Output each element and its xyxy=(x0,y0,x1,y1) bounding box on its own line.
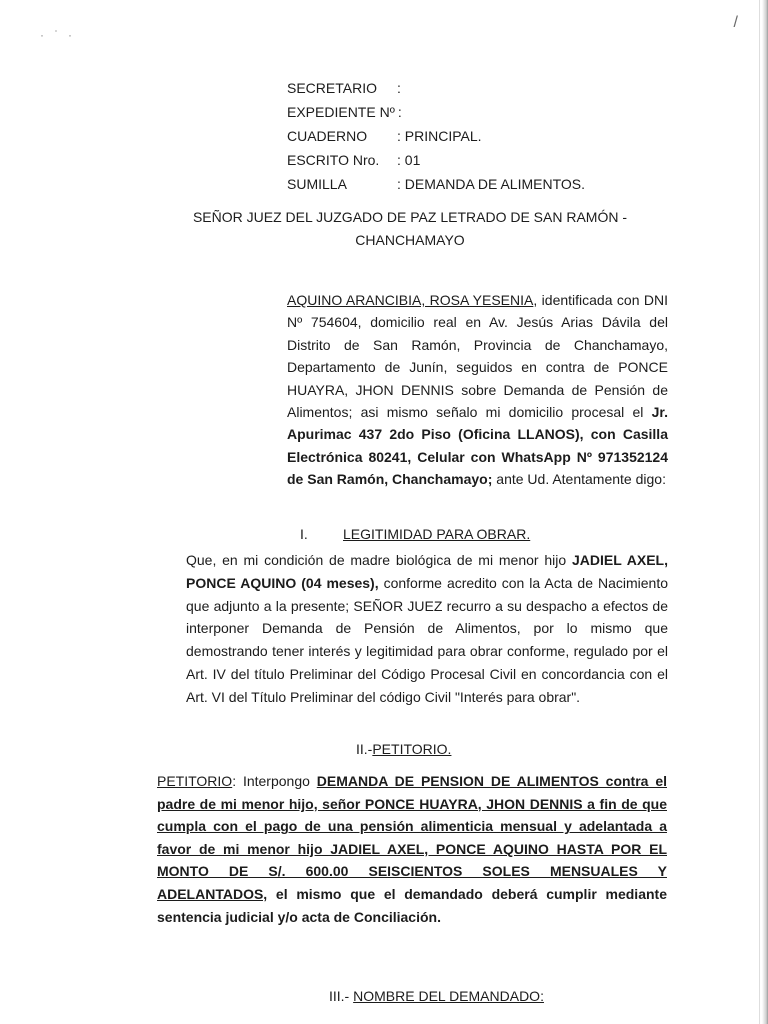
section-1-number: I. xyxy=(300,526,308,542)
header-value: : xyxy=(397,80,401,96)
header-row-secretario xyxy=(287,76,585,100)
petitorio-paragraph xyxy=(157,770,667,928)
petitorio-text-1: : Interpongo xyxy=(232,773,317,789)
page-edge-line xyxy=(759,0,760,1024)
header-row-sumilla xyxy=(287,172,585,196)
section-2-prefix: II.- xyxy=(356,741,373,757)
header-row-cuaderno xyxy=(287,124,585,148)
section-1-title: LEGITIMIDAD PARA OBRAR. xyxy=(343,526,531,542)
intro-procedural-address: Jr. Apurimac 437 2do Piso (Oficina LLANOS), con Casilla Electrónica 80241, Celular con WhatsApp Nº 971352124 de San Ramón, Chanchamayo; xyxy=(287,404,668,488)
header-label: EXPEDIENTE Nº xyxy=(287,104,395,120)
scan-mark: / xyxy=(733,14,738,31)
addressee-line-1: SEÑOR JUEZ DEL JUZGADO DE PAZ LETRADO DE SAN RAMÓN - xyxy=(192,209,628,225)
section-1-paragraph xyxy=(186,549,668,709)
petitorio-label: PETITORIO xyxy=(157,773,233,789)
petitorio-demand: DEMANDA DE PENSION DE ALIMENTOS contra el padre de mi menor hijo, señor PONCE HUAYRA, JHON DENNIS a fin de que cumpla con el pago de una pensión alimenticia mensual y adelantada a favor de mi menor hijo JADIEL AXEL, PONCE AQUINO HASTA POR EL MONTO DE S/. 600.00 SEISCIENTOS SOLES MENSUALES Y ADELANTADOS, xyxy=(157,773,667,902)
section-2-heading xyxy=(356,741,451,757)
case-header xyxy=(287,76,585,196)
page-edge-shadow xyxy=(762,0,768,1024)
addressee xyxy=(160,206,660,252)
header-label: CUADERNO xyxy=(287,128,368,144)
header-label: SECRETARIO xyxy=(287,80,377,96)
intro-text-2: ante Ud. Atentamente digo: xyxy=(492,471,666,488)
header-label: SUMILLA xyxy=(287,176,347,192)
petitorio-text-end: el mismo que el demandado deberá cumplir mediante sentencia judicial y/o acta de Conciliación. xyxy=(157,885,667,925)
plaintiff-name: AQUINO ARANCIBIA, ROSA YESENIA xyxy=(287,292,534,308)
header-row-expediente xyxy=(287,100,585,124)
intro-paragraph xyxy=(287,289,668,491)
addressee-line-2: CHANCHAMAYO xyxy=(355,232,465,248)
section-3-heading xyxy=(329,988,544,1004)
header-label: ESCRITO Nro. xyxy=(287,152,380,168)
section-1-text-2: conforme acredito con la Acta de Nacimiento que adjunto a la presente; SEÑOR JUEZ recurro a su despacho a efectos de interponer Demanda de Pensión de Alimentos, por lo mismo que demostrando tener interés y legitimidad para obrar conforme, regulado por el Art. IV del título Preliminar del Código Procesal Civil en concordancia con el Art. VI del Título Preliminar del código Civil "Interés para obrar". xyxy=(186,574,668,705)
section-1-child-name: JADIEL AXEL, PONCE AQUINO (04 meses), xyxy=(186,552,668,591)
scan-specks: ·ˈ· xyxy=(40,28,82,42)
section-2-title: PETITORIO. xyxy=(372,741,452,757)
header-row-escrito xyxy=(287,148,585,172)
header-value: : 01 xyxy=(397,152,421,168)
section-1-text-1: Que, en mi condición de madre biológica de mi menor hijo xyxy=(186,552,572,568)
intro-text-1: , identificada con DNI Nº 754604, domicilio real en Av. Jesús Arias Dávila del Distrito de San Ramón, Provincia de Chanchamayo, Departamento de Junín, seguidos en contra de PONCE HUAYRA, JHON DENNIS sobre Demanda de Pensión de Alimentos; asi mismo señalo mi domicilio procesal el xyxy=(287,292,668,421)
header-value: : DEMANDA DE ALIMENTOS. xyxy=(397,176,586,192)
section-3-prefix: III.- xyxy=(329,988,354,1004)
header-value: : PRINCIPAL. xyxy=(397,128,482,144)
header-value: : xyxy=(397,104,402,120)
section-3-title: NOMBRE DEL DEMANDADO: xyxy=(353,988,544,1004)
